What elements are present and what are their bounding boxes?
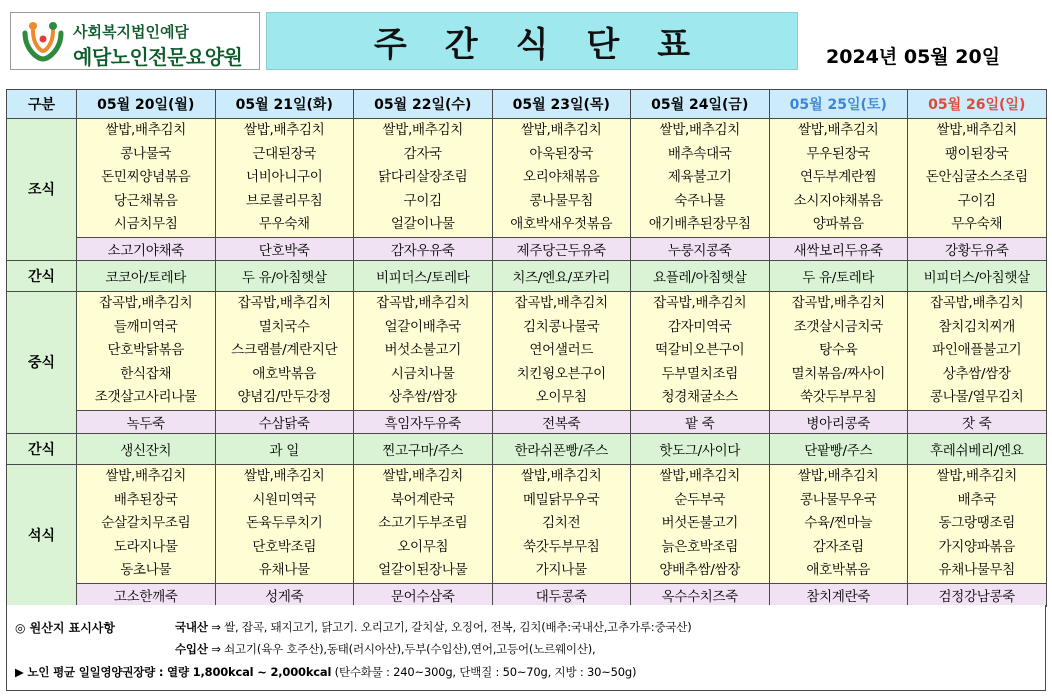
snack-cell: 찐고구마/주스 bbox=[354, 433, 493, 464]
menu-item: 무우숙채 bbox=[258, 216, 310, 233]
menu-date: 2024년 05월 20일 bbox=[826, 46, 1001, 68]
porridge-cell: 새싹보리두유죽 bbox=[769, 237, 908, 260]
menu-item: 쌀밥,배추김치 bbox=[105, 122, 186, 138]
menu-item: 상추쌈/쌈장 bbox=[942, 365, 1011, 382]
menu-item: 유채나물무침 bbox=[938, 562, 1015, 579]
menu-item: 잡곡밥,배추김치 bbox=[237, 294, 331, 311]
snack-cell: 두 유/토레타 bbox=[769, 260, 908, 291]
origin-title: ◎ 원산지 표시사항 bbox=[15, 621, 115, 635]
dinner-cell bbox=[908, 464, 1047, 583]
domestic-text: ⇒ 쌀, 잡곡, 돼지고기, 닭고기. 오리고기, 갈치살, 오징어, 전복, 김치(배추:국내산,고추가루:중국산) bbox=[211, 620, 692, 634]
snack-cell: 코코아/토레타 bbox=[77, 260, 216, 291]
snack-cell: 비피더스/아침햇살 bbox=[908, 260, 1047, 291]
day-header-fri: 05월 24일(금) bbox=[631, 90, 770, 119]
menu-item: 쌀밥,배추김치 bbox=[659, 467, 740, 484]
menu-item: 얼갈이나물 bbox=[390, 216, 455, 233]
menu-item: 오리야채볶음 bbox=[523, 169, 600, 186]
menu-item: 메밀닭무우국 bbox=[523, 491, 600, 508]
menu-item: 가지나물 bbox=[535, 562, 587, 579]
page-title: 주간식단표 bbox=[373, 24, 729, 65]
breakfast-cell bbox=[215, 119, 354, 238]
menu-item: 잡곡밥,배추김치 bbox=[653, 294, 747, 311]
breakfast-cell bbox=[769, 119, 908, 238]
menu-item: 소고기두부조림 bbox=[378, 515, 468, 532]
porridge-cell: 문어수삼죽 bbox=[354, 583, 493, 606]
menu-item: 쑥갓두부무침 bbox=[523, 538, 600, 555]
porridge-cell: 흑임자두유죽 bbox=[354, 410, 493, 433]
dinner-cell bbox=[631, 464, 770, 583]
menu-item: 유채나물 bbox=[258, 562, 310, 579]
dinner-cell bbox=[77, 464, 216, 583]
menu-item: 잡곡밥,배추김치 bbox=[514, 294, 608, 311]
breakfast-cell bbox=[77, 119, 216, 238]
menu-item: 연어샐러드 bbox=[529, 342, 594, 359]
import-label: 수입산 bbox=[175, 642, 208, 656]
menu-item: 닭다리살장조림 bbox=[378, 169, 468, 186]
menu-item: 단호박조림 bbox=[252, 538, 317, 555]
menu-item: 스크램블/계란지단 bbox=[231, 342, 338, 359]
porridge-cell: 단호박죽 bbox=[215, 237, 354, 260]
lunch-cell bbox=[769, 291, 908, 410]
menu-item: 양배추쌈/쌈장 bbox=[659, 562, 741, 579]
menu-item: 너비아니구이 bbox=[246, 169, 323, 186]
breakfast-row bbox=[7, 119, 1047, 238]
organization-logo-icon bbox=[19, 19, 67, 65]
menu-item: 구이김 bbox=[957, 192, 996, 209]
porridge-cell: 병아리콩죽 bbox=[769, 410, 908, 433]
menu-item: 두부멸치조림 bbox=[661, 365, 738, 382]
menu-item: 콩나물무침 bbox=[529, 192, 594, 209]
menu-item: 청경채굴소스 bbox=[661, 389, 738, 406]
porridge-cell: 팥 죽 bbox=[631, 410, 770, 433]
porridge-cell: 잣 죽 bbox=[908, 410, 1047, 433]
porridge-cell: 참치계란죽 bbox=[769, 583, 908, 606]
menu-item: 쌀밥,배추김치 bbox=[798, 467, 879, 484]
snack-row-morning bbox=[7, 260, 1047, 291]
snack-cell: 요플레/아침햇살 bbox=[631, 260, 770, 291]
menu-item: 김치전 bbox=[542, 515, 581, 532]
porridge-cell: 수삼닭죽 bbox=[215, 410, 354, 433]
menu-item: 탕수육 bbox=[819, 342, 858, 359]
snack-cell: 한라쉬폰빵/주스 bbox=[492, 433, 631, 464]
menu-item: 단호박닭볶음 bbox=[107, 342, 184, 359]
menu-item: 쌀밥,배추김치 bbox=[382, 122, 463, 138]
porridge-cell: 누룽지콩죽 bbox=[631, 237, 770, 260]
menu-item: 팽이된장국 bbox=[944, 145, 1009, 162]
menu-item: 돈안심굴소스조림 bbox=[925, 169, 1028, 186]
menu-item: 버섯돈불고기 bbox=[661, 515, 738, 532]
menu-item: 잡곡밥,배추김치 bbox=[930, 294, 1024, 311]
dinner-label: 석식 bbox=[7, 464, 77, 606]
lunch-label: 중식 bbox=[7, 291, 77, 433]
organization-name: 예담노인전문요양원 bbox=[73, 45, 243, 69]
lunch-row bbox=[7, 291, 1047, 410]
nutrition-main: ▶ 노인 평균 일일영양권장량 : 열량 1,800kcal ~ 2,000kcal bbox=[15, 665, 332, 679]
menu-item: 쌀밥,배추김치 bbox=[798, 122, 879, 138]
menu-item: 잡곡밥,배추김치 bbox=[376, 294, 470, 311]
menu-item: 늙은호박조림 bbox=[661, 538, 738, 555]
menu-item: 쌀밥,배추김치 bbox=[936, 467, 1017, 484]
lunch-porridge-row bbox=[7, 410, 1047, 433]
day-header-row bbox=[7, 90, 1047, 119]
breakfast-cell bbox=[492, 119, 631, 238]
porridge-cell: 성게죽 bbox=[215, 583, 354, 606]
menu-item: 동초나물 bbox=[120, 562, 172, 579]
porridge-cell: 강황두유죽 bbox=[908, 237, 1047, 260]
menu-item: 애호박새우젓볶음 bbox=[510, 216, 613, 233]
menu-item: 버섯소불고기 bbox=[384, 342, 461, 359]
menu-item: 양파볶음 bbox=[812, 216, 864, 233]
menu-item: 수육/찐마늘 bbox=[804, 515, 873, 532]
porridge-cell: 대두콩죽 bbox=[492, 583, 631, 606]
menu-item: 순두부국 bbox=[674, 491, 726, 508]
menu-item: 얼갈이배추국 bbox=[384, 318, 461, 335]
menu-item: 쌀밥,배추김치 bbox=[521, 122, 602, 138]
menu-item: 가지양파볶음 bbox=[938, 538, 1015, 555]
origin-domestic bbox=[175, 619, 691, 635]
menu-item: 쌀밥,배추김치 bbox=[244, 467, 325, 484]
menu-item: 조갯살고사리나물 bbox=[94, 389, 197, 406]
menu-item: 콩나물/열무김치 bbox=[930, 389, 1024, 406]
day-header-tue: 05월 21일(화) bbox=[215, 90, 354, 119]
porridge-cell: 소고기야채죽 bbox=[77, 237, 216, 260]
dinner-cell bbox=[354, 464, 493, 583]
menu-item: 아욱된장국 bbox=[529, 145, 594, 162]
lunch-cell bbox=[215, 291, 354, 410]
menu-item: 쌀밥,배추김치 bbox=[382, 467, 463, 484]
menu-item: 쌀밥,배추김치 bbox=[105, 467, 186, 484]
menu-item: 콩나물국 bbox=[120, 145, 172, 162]
snack-cell: 과 일 bbox=[215, 433, 354, 464]
menu-item: 소시지야채볶음 bbox=[793, 192, 883, 209]
menu-item: 오이무침 bbox=[397, 538, 449, 555]
menu-item: 애기배추된장무침 bbox=[648, 216, 751, 233]
lunch-cell bbox=[631, 291, 770, 410]
nutrition-detail: (탄수화물 : 240~300g, 단백질 : 50~70g, 지방 : 30~50g) bbox=[331, 665, 637, 679]
snack-row-afternoon bbox=[7, 433, 1047, 464]
category-header: 구분 bbox=[7, 90, 77, 119]
snack-cell: 핫도그/사이다 bbox=[631, 433, 770, 464]
menu-item: 양념김/만두강정 bbox=[237, 389, 331, 406]
menu-item: 잡곡밥,배추김치 bbox=[99, 294, 193, 311]
menu-item: 쌀밥,배추김치 bbox=[244, 122, 325, 138]
origin-import bbox=[175, 641, 595, 657]
menu-item: 감자조림 bbox=[812, 538, 864, 555]
menu-item: 연두부계란찜 bbox=[800, 169, 877, 186]
menu-item: 순살갈치무조림 bbox=[101, 515, 191, 532]
menu-item: 감자국 bbox=[403, 145, 442, 162]
menu-item: 쌀밥,배추김치 bbox=[936, 122, 1017, 138]
snack-label: 간식 bbox=[7, 260, 77, 291]
domestic-label: 국내산 bbox=[175, 620, 208, 634]
menu-item: 멸치국수 bbox=[258, 318, 310, 335]
porridge-cell: 감자우유죽 bbox=[354, 237, 493, 260]
porridge-cell: 제주당근두유죽 bbox=[492, 237, 631, 260]
menu-item: 오이무침 bbox=[535, 389, 587, 406]
menu-item: 쌀밥,배추김치 bbox=[521, 467, 602, 484]
menu-item: 파인애플불고기 bbox=[932, 342, 1022, 359]
menu-item: 감자미역국 bbox=[667, 318, 732, 335]
breakfast-label: 조식 bbox=[7, 119, 77, 261]
menu-item: 시원미역국 bbox=[252, 491, 317, 508]
porridge-cell: 옥수수치즈죽 bbox=[631, 583, 770, 606]
menu-item: 제육불고기 bbox=[667, 169, 732, 186]
menu-item: 시금치무침 bbox=[113, 216, 178, 233]
snack-cell: 비피더스/토레타 bbox=[354, 260, 493, 291]
menu-item: 배추국 bbox=[957, 491, 996, 508]
menu-item: 잡곡밥,배추김치 bbox=[791, 294, 885, 311]
menu-item: 배추된장국 bbox=[113, 491, 178, 508]
day-header-wed: 05월 22일(수) bbox=[354, 90, 493, 119]
dinner-cell bbox=[492, 464, 631, 583]
snack-cell: 단팥빵/주스 bbox=[769, 433, 908, 464]
dinner-porridge-row bbox=[7, 583, 1047, 606]
breakfast-cell bbox=[908, 119, 1047, 238]
dinner-cell bbox=[215, 464, 354, 583]
breakfast-porridge-row bbox=[7, 237, 1047, 260]
organization-subtitle: 사회복지법인예담 bbox=[73, 23, 189, 41]
lunch-cell bbox=[492, 291, 631, 410]
menu-item: 돈육두루치기 bbox=[246, 515, 323, 532]
nutrition-guideline bbox=[15, 664, 636, 680]
menu-item: 들깨미역국 bbox=[113, 318, 178, 335]
menu-item: 도라지나물 bbox=[113, 538, 178, 555]
snack-label: 간식 bbox=[7, 433, 77, 464]
dinner-row bbox=[7, 464, 1047, 583]
lunch-cell bbox=[77, 291, 216, 410]
porridge-cell: 고소한깨죽 bbox=[77, 583, 216, 606]
menu-item: 북어계란국 bbox=[390, 491, 455, 508]
menu-item: 참치김치찌개 bbox=[938, 318, 1015, 335]
menu-item: 상추쌈/쌈장 bbox=[388, 389, 457, 406]
snack-cell: 후레쉬베리/엔요 bbox=[908, 433, 1047, 464]
menu-item: 애호박볶음 bbox=[806, 562, 871, 579]
menu-item: 애호박볶음 bbox=[252, 365, 317, 382]
menu-item: 콩나물무우국 bbox=[800, 491, 877, 508]
menu-item: 숙주나물 bbox=[674, 192, 726, 209]
menu-item: 치킨윙오븐구이 bbox=[516, 365, 606, 382]
logo-box bbox=[10, 12, 260, 70]
menu-item: 떡갈비오븐구이 bbox=[655, 342, 745, 359]
menu-item: 조갯살시금치국 bbox=[793, 318, 883, 335]
weekly-menu-table bbox=[6, 89, 1047, 607]
menu-item: 한식잡채 bbox=[120, 365, 172, 382]
menu-item: 멸치볶음/짜사이 bbox=[791, 365, 885, 382]
day-header-sun: 05월 26일(일) bbox=[908, 90, 1047, 119]
menu-item: 배추속대국 bbox=[667, 145, 732, 162]
title-banner bbox=[266, 12, 798, 70]
snack-cell: 치즈/엔요/포카리 bbox=[492, 260, 631, 291]
footer-notes bbox=[6, 605, 1046, 691]
breakfast-cell bbox=[631, 119, 770, 238]
menu-item: 무우된장국 bbox=[806, 145, 871, 162]
menu-item: 쑥갓두부무침 bbox=[800, 389, 877, 406]
snack-cell: 생신잔치 bbox=[77, 433, 216, 464]
day-header-thu: 05월 23일(목) bbox=[492, 90, 631, 119]
menu-item: 무우숙채 bbox=[951, 216, 1003, 233]
menu-item: 구이김 bbox=[403, 192, 442, 209]
menu-item: 브로콜리무침 bbox=[246, 192, 323, 209]
menu-item: 당근채볶음 bbox=[113, 192, 178, 209]
day-header-mon: 05월 20일(월) bbox=[77, 90, 216, 119]
porridge-cell: 녹두죽 bbox=[77, 410, 216, 433]
import-text: ⇒ 쇠고기(육우 호주산),동태(러시아산),두부(수입산),연어,고등어(노르웨이산), bbox=[211, 642, 596, 656]
menu-item: 쌀밥,배추김치 bbox=[659, 122, 740, 138]
day-header-sat: 05월 25일(토) bbox=[769, 90, 908, 119]
dinner-cell bbox=[769, 464, 908, 583]
porridge-cell: 전복죽 bbox=[492, 410, 631, 433]
lunch-cell bbox=[908, 291, 1047, 410]
menu-item: 동그랑땡조림 bbox=[938, 515, 1015, 532]
menu-item: 시금치나물 bbox=[390, 365, 455, 382]
menu-item: 돈민찌양념볶음 bbox=[101, 169, 191, 186]
snack-cell: 두 유/아침햇살 bbox=[215, 260, 354, 291]
breakfast-cell bbox=[354, 119, 493, 238]
menu-item: 근대된장국 bbox=[252, 145, 317, 162]
menu-item: 김치콩나물국 bbox=[523, 318, 600, 335]
lunch-cell bbox=[354, 291, 493, 410]
porridge-cell: 검정강남콩죽 bbox=[908, 583, 1047, 606]
menu-item: 얼갈이된장나물 bbox=[378, 562, 468, 579]
